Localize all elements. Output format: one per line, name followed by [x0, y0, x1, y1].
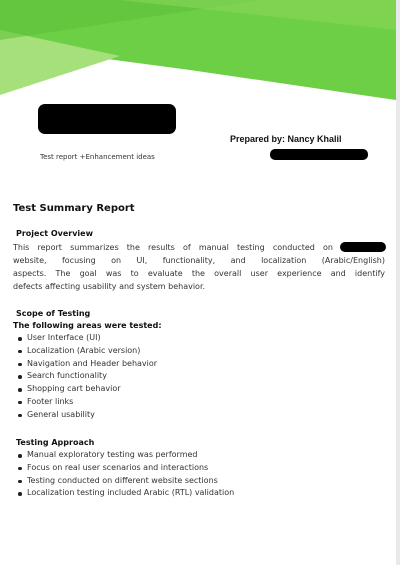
- scope-list: [18, 332, 157, 422]
- project-overview-heading: Project Overview: [16, 229, 93, 238]
- list-item: Localization testing included Arabic (RTL) validation: [18, 487, 234, 500]
- list-item: User Interface (UI): [18, 332, 157, 345]
- list-item: Footer links: [18, 396, 157, 409]
- list-item: General usability: [18, 409, 157, 422]
- redacted-name-block: [270, 149, 368, 160]
- list-item: Manual exploratory testing was performed: [18, 449, 234, 462]
- list-item: Testing conducted on different website sections: [18, 475, 234, 488]
- areas-tested-label: The following areas were tested:: [13, 321, 162, 330]
- scope-of-testing-heading: Scope of Testing: [16, 309, 91, 318]
- list-item: Search functionality: [18, 370, 157, 383]
- redacted-website-name: [340, 242, 386, 252]
- list-item: Navigation and Header behavior: [18, 358, 157, 371]
- approach-list: [18, 449, 234, 500]
- report-subtitle: Test report +Enhancement ideas: [40, 153, 155, 161]
- testing-approach-heading: Testing Approach: [16, 438, 95, 447]
- list-item: Shopping cart behavior: [18, 383, 157, 396]
- page-edge: [396, 0, 400, 565]
- overview-line-4: defects affecting usability and system behavior.: [13, 282, 206, 291]
- overview-line-2: website, focusing on UI, functionality, and localization (Arabic/English): [13, 256, 385, 265]
- redacted-title-block: [38, 104, 176, 134]
- project-overview-text: [13, 241, 385, 293]
- prepared-by-label: Prepared by: Nancy Khalil: [230, 134, 342, 144]
- green-header-banner: [0, 0, 396, 110]
- overview-line-3: aspects. The goal was to evaluate the overall user experience and identify: [13, 269, 385, 278]
- overview-line-1: This report summarizes the results of manual testing conducted on: [13, 243, 333, 252]
- report-title: Test Summary Report: [13, 203, 135, 214]
- list-item: Localization (Arabic version): [18, 345, 157, 358]
- list-item: Focus on real user scenarios and interactions: [18, 462, 234, 475]
